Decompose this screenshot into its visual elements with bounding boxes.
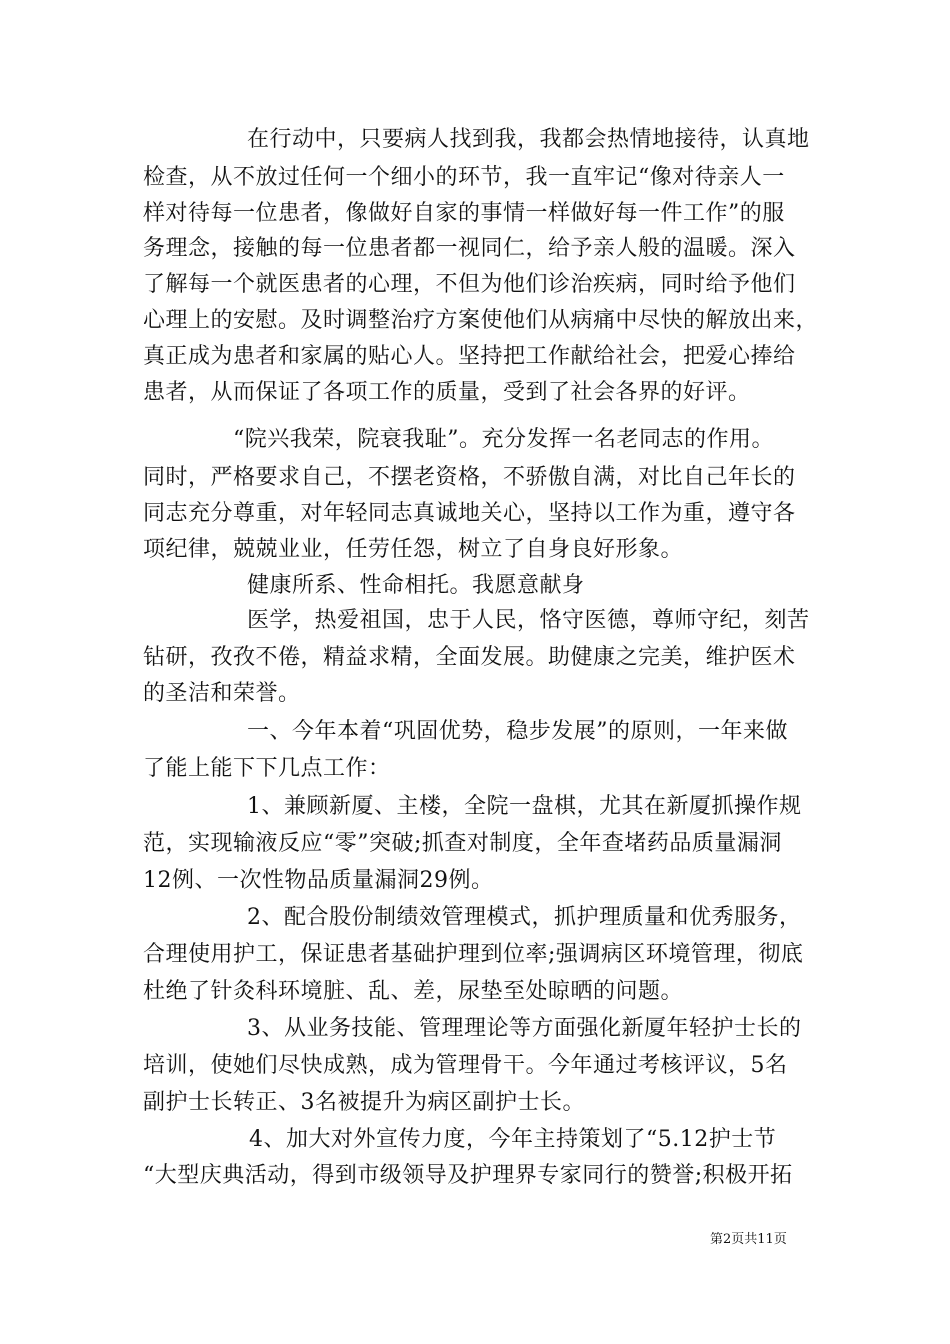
paragraph-line: 务理念，接触的每一位患者都一视同仁，给予亲人般的温暖。深入 [143,236,796,261]
paragraph-line: 同时，严格要求自己，不摆老资格，不骄傲自满，对比自己年长的 [143,465,796,490]
paragraph-line: 患者，从而保证了各项工作的质量，受到了社会各界的好评。 [143,380,751,405]
paragraph-line: 1、兼顾新厦、主楼，全院一盘棋，尤其在新厦抓操作规 [247,794,802,819]
paragraph-line: 项纪律，兢兢业业，任劳任怨，树立了自身良好形象。 [143,537,684,562]
paragraph-line: 同志充分尊重，对年轻同志真诚地关心，坚持以工作为重，遵守各 [143,501,796,526]
paragraph-line: 在行动中，只要病人找到我，我都会热情地接待，认真地 [247,127,810,152]
paragraph-line: 检查，从不放过任何一个细小的环节，我一直牢记“像对待亲人一 [143,165,785,190]
paragraph-line: 真正成为患者和家属的贴心人。坚持把工作献给社会，把爱心捧给 [143,344,796,369]
paragraph-line: 的圣洁和荣誉。 [143,681,301,706]
paragraph-line: 副护士长转正、3名被提升为病区副护士长。 [143,1090,585,1115]
paragraph-line: 12例、一次性物品质量漏洞29例。 [143,868,494,893]
paragraph-line: 钻研，孜孜不倦，精益求精，全面发展。助健康之完美，维护医术 [143,645,796,670]
page-number-footer: 第2页共11页 [710,1232,787,1247]
paragraph-line: 范，实现输液反应“零”突破;抓查对制度，全年查堵药品质量漏洞 [143,831,782,856]
paragraph-line: 合理使用护工，保证患者基础护理到位率;强调病区环境管理，彻底 [143,942,804,967]
paragraph-line: 心理上的安慰。及时调整治疗方案使他们从病痛中尽快的解放出来， [143,308,819,333]
paragraph-line: 3、从业务技能、管理理论等方面强化新厦年轻护士长的 [247,1016,802,1041]
paragraph-line: 医学，热爱祖国，忠于人民，恪守医德，尊师守纪，刻苦 [247,608,810,633]
paragraph-line: 一、今年本着“巩固优势，稳步发展”的原则，一年来做 [247,719,788,744]
paragraph-line: 了解每一个就医患者的心理，不但为他们诊治疾病，同时给予他们 [143,272,796,297]
paragraph-line: 培训，使她们尽快成熟，成为管理骨干。今年通过考核评议，5名 [143,1053,788,1078]
paragraph-line: “院兴我荣，院衰我耻”。充分发挥一名老同志的作用。 [233,427,774,452]
paragraph-line: 杜绝了针灸科环境脏、乱、差，尿垫至处晾晒的问题。 [143,979,684,1004]
paragraph-line: 2、配合股份制绩效管理模式，抓护理质量和优秀服务， [247,905,802,930]
paragraph-line: “大型庆典活动，得到市级领导及护理界专家同行的赞誉;积极开拓 [143,1163,793,1188]
paragraph-line: 4、加大对外宣传力度，今年主持策划了“5.12护士节 [249,1127,777,1152]
paragraph-line: 样对待每一位患者，像做好自家的事情一样做好每一件工作”的服 [143,201,785,226]
paragraph-line: 健康所系、性命相托。我愿意献身 [247,573,585,598]
paragraph-line: 了能上能下下几点工作： [143,756,391,781]
